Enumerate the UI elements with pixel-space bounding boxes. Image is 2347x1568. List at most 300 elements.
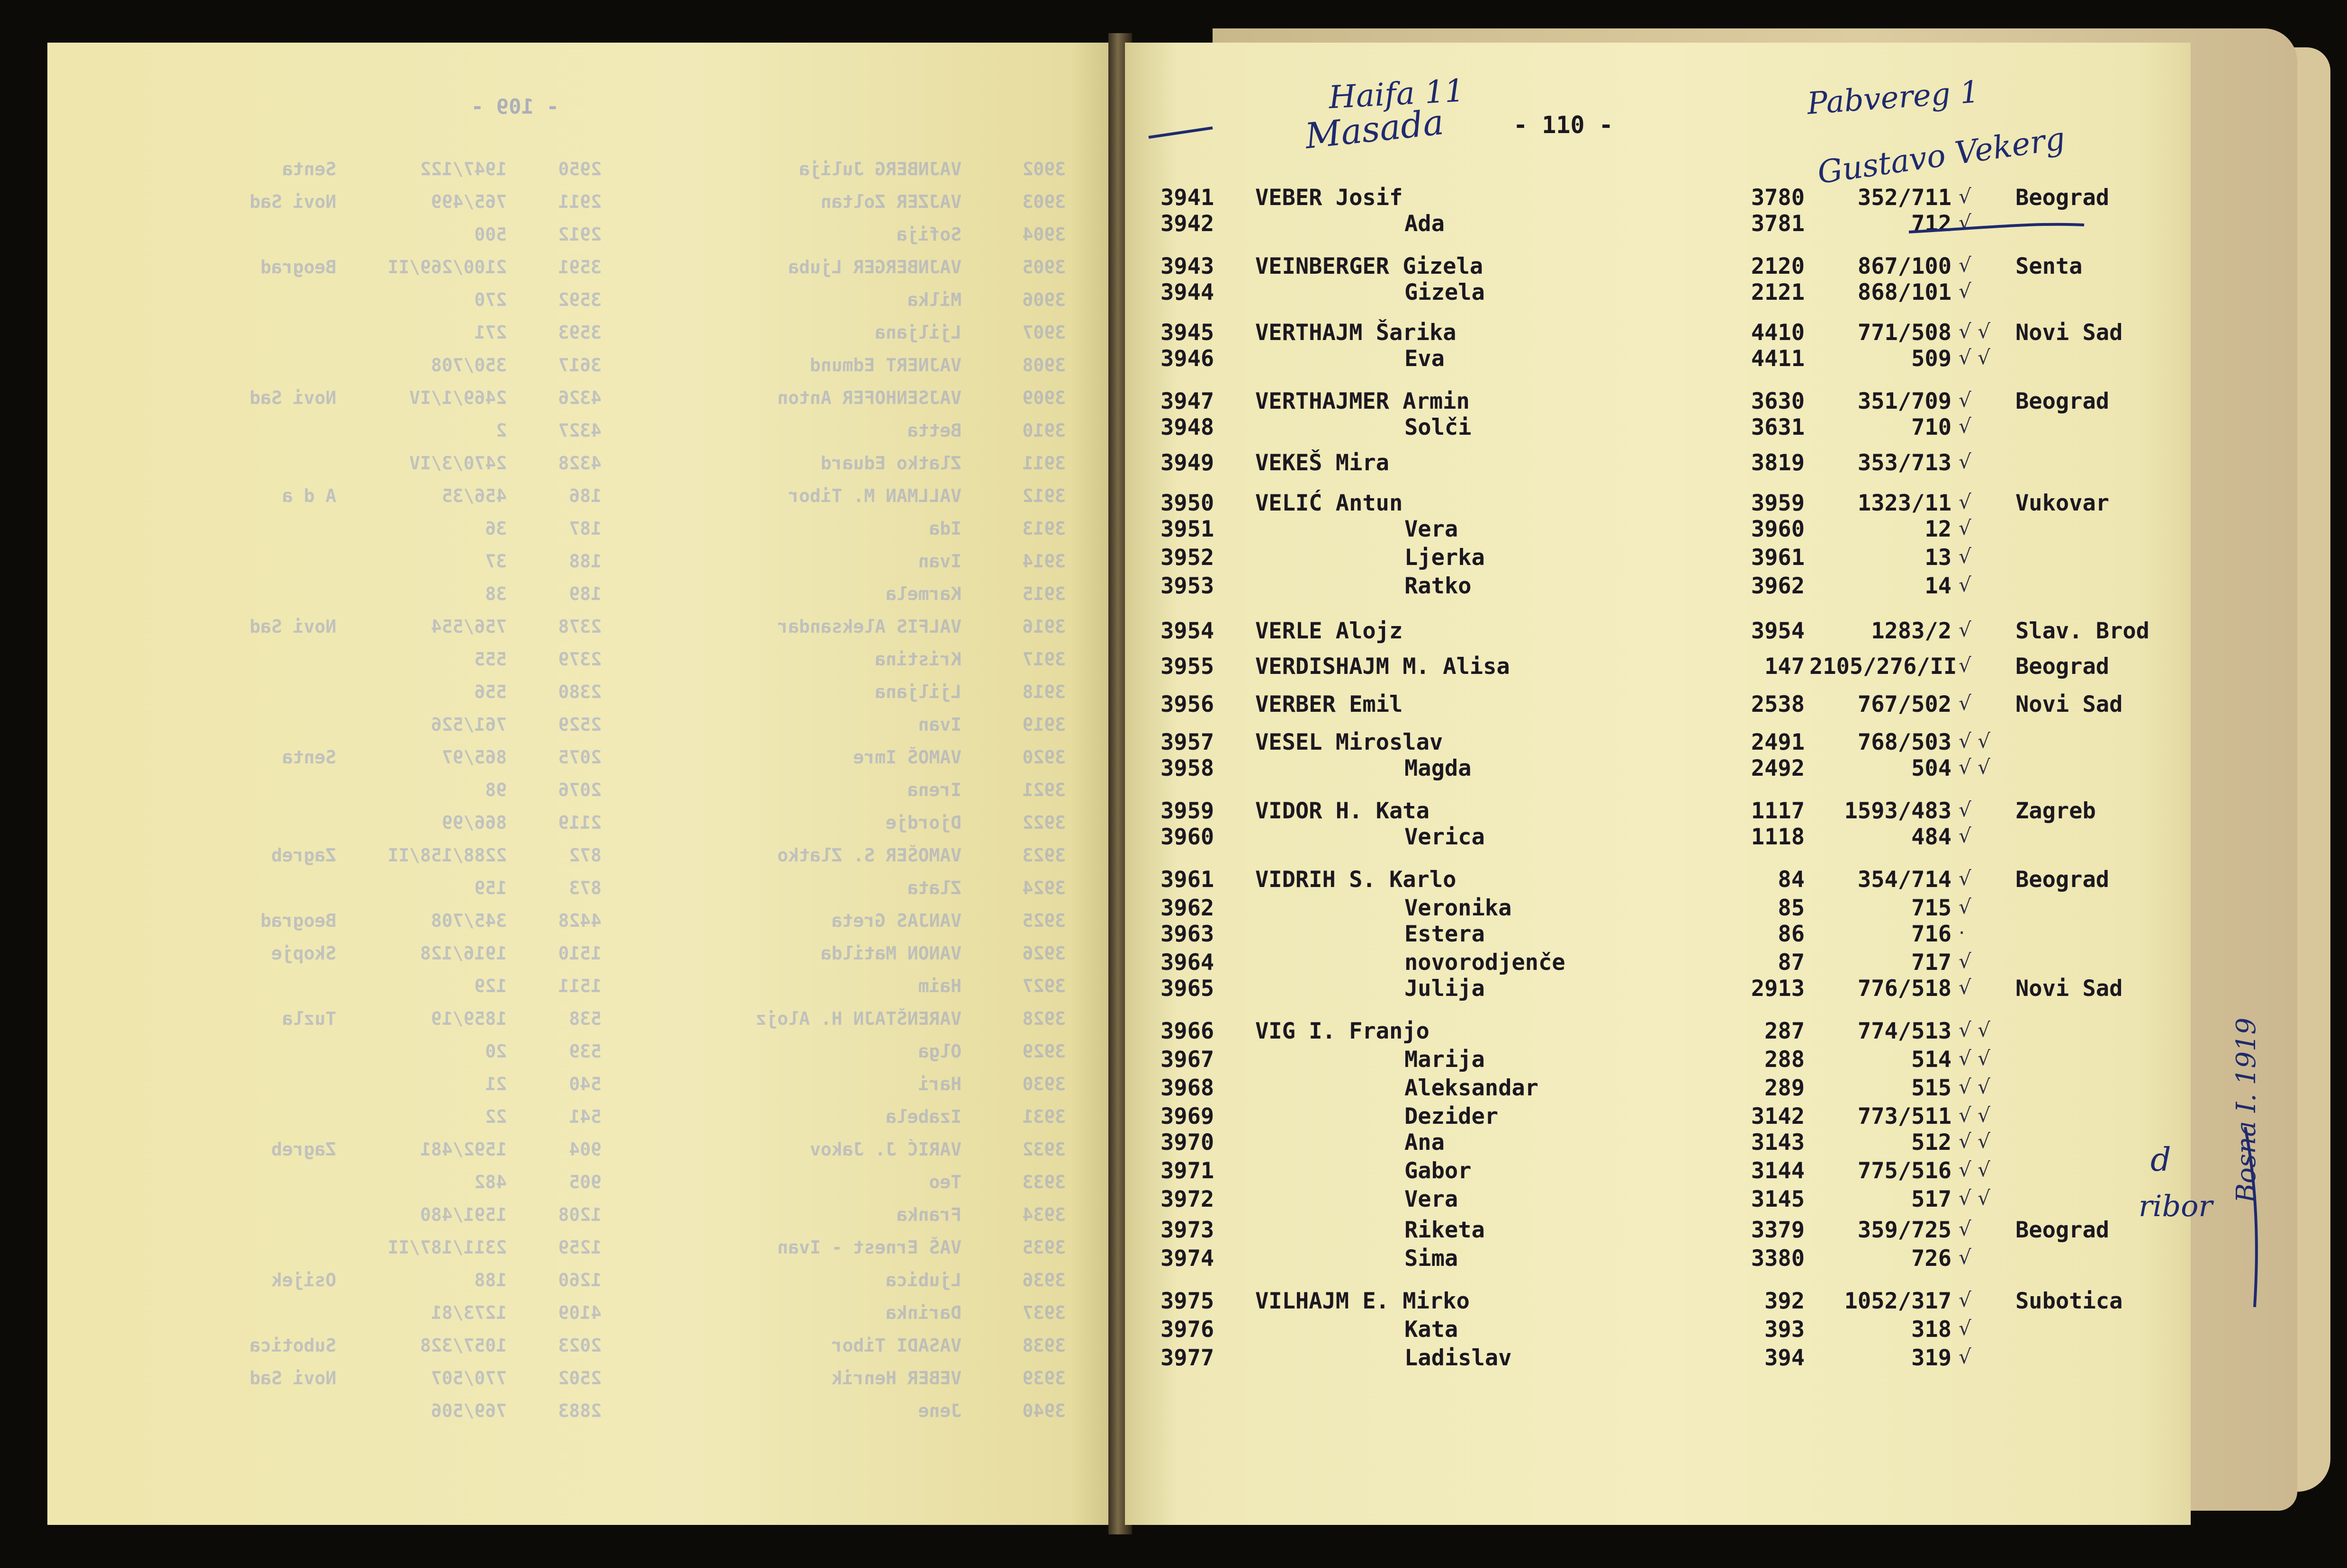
ghost-register: 3593 [558, 322, 602, 343]
check-mark: √ √ [1959, 346, 1990, 369]
ghost-row [47, 1204, 1113, 1233]
ghost-name: Zlata [907, 878, 962, 898]
entry-reference: 359/725 [1857, 1217, 1951, 1243]
handwritten-side-fragment-ribor: ribor [2139, 1189, 2213, 1223]
entry-first-name: Aleksandar [1404, 1075, 1538, 1101]
ghost-register: 539 [569, 1041, 602, 1062]
entry-number: 3954 [1160, 618, 1214, 644]
entry-number: 3963 [1160, 921, 1214, 947]
ghost-number: 3925 [1022, 910, 1066, 931]
entry-first-name: Julija [1404, 976, 1485, 1002]
entry-row [1125, 1129, 2191, 1158]
entry-register-number: 147 [1764, 654, 1805, 680]
ghost-register: 4327 [558, 420, 602, 441]
ghost-reference: 98 [485, 780, 507, 800]
entry-first-name: Ljerka [1404, 545, 1485, 571]
ghost-number: 3914 [1022, 551, 1066, 572]
ghost-number: 3916 [1022, 616, 1066, 637]
entry-first-name: Miroslav [1335, 729, 1443, 755]
ghost-name: VAJSENHOFER Anton [777, 387, 962, 408]
ghost-reference: 345/708 [431, 910, 507, 931]
ghost-name: VARIĆ J. Jakov [809, 1139, 962, 1160]
ghost-name: VAMOŠ Imre [853, 747, 962, 768]
entry-city: Vukovar [2015, 490, 2110, 516]
entry-row [1125, 450, 2191, 478]
entry-city: Slav. Brod [2015, 618, 2149, 644]
check-mark: √ √ [1959, 320, 1990, 343]
check-mark: √ [1959, 1317, 1971, 1340]
entry-first-name: Emil [1349, 691, 1403, 717]
entry-city: Beograd [2015, 185, 2110, 211]
ghost-reference: 770/507 [431, 1368, 507, 1389]
ghost-name: Ljubica [885, 1270, 962, 1290]
ghost-row [47, 681, 1113, 710]
entry-surname: VESEL [1255, 729, 1322, 755]
check-mark: √ [1959, 1217, 1971, 1240]
ghost-register: 872 [569, 845, 602, 866]
ghost-name: VAMOŠER S. Zlatko [777, 845, 962, 866]
entry-number: 3971 [1160, 1158, 1214, 1184]
entry-register-number: 2492 [1751, 755, 1805, 781]
ghost-city: Novi Sad [249, 1368, 336, 1389]
ghost-register: 3592 [558, 289, 602, 310]
entry-number: 3965 [1160, 976, 1214, 1002]
entry-register-number: 3630 [1751, 388, 1805, 414]
entry-reference: 715 [1911, 895, 1951, 921]
entry-city: Subotica [2015, 1288, 2123, 1314]
entry-city: Beograd [2015, 654, 2110, 680]
ghost-register: 541 [569, 1106, 602, 1127]
ghost-number: 3917 [1022, 649, 1066, 670]
ghost-row [47, 1400, 1113, 1429]
ghost-name: Olga [918, 1041, 962, 1062]
entry-register-number: 85 [1778, 895, 1805, 921]
check-mark: √ [1959, 654, 1971, 677]
ghost-number: 3924 [1022, 878, 1066, 898]
entry-reference: 512 [1911, 1129, 1951, 1156]
entry-register-number: 3962 [1751, 573, 1805, 599]
ghost-register: 186 [569, 485, 602, 506]
entry-row [1125, 1245, 2191, 1274]
ghost-name: Djordje [885, 812, 962, 833]
check-mark: √ √ [1959, 1075, 1990, 1098]
entry-reference: 868/101 [1857, 279, 1951, 305]
entry-reference: 318 [1911, 1317, 1951, 1343]
check-mark: √ [1959, 691, 1971, 715]
entry-register-number: 3380 [1751, 1245, 1805, 1272]
ghost-reference: 756/554 [431, 616, 507, 637]
check-mark: √ [1959, 185, 1971, 208]
ghost-reference: 769/506 [431, 1400, 507, 1421]
entry-first-name: Josif [1335, 185, 1403, 211]
ghost-city: Subotica [249, 1335, 336, 1356]
ghost-name: Ljiljana [874, 681, 962, 702]
ghost-reference: 38 [485, 583, 507, 604]
handwritten-side-note-bosna: Bosna I. 1919 [2231, 1017, 2262, 1203]
ghost-number: 3933 [1022, 1172, 1066, 1192]
ghost-row [47, 1270, 1113, 1298]
ghost-register: 905 [569, 1172, 602, 1192]
entry-reference: 509 [1911, 346, 1951, 372]
ghost-number: 3908 [1022, 355, 1066, 376]
ghost-row [47, 747, 1113, 775]
entry-number: 3959 [1160, 798, 1214, 824]
entry-city: Novi Sad [2015, 976, 2123, 1002]
entry-row [1125, 618, 2191, 646]
entry-first-name: Ratko [1404, 573, 1472, 599]
entry-number: 3961 [1160, 867, 1214, 893]
ghost-number: 3930 [1022, 1074, 1066, 1094]
ghost-number: 3910 [1022, 420, 1066, 441]
entry-first-name: Antun [1335, 490, 1403, 516]
ghost-reference: 482 [474, 1172, 507, 1192]
entry-register-number: 2120 [1751, 253, 1805, 279]
ghost-register: 4428 [558, 910, 602, 931]
ghost-name: Ivan [918, 551, 962, 572]
entry-register-number: 3961 [1751, 545, 1805, 571]
entry-register-number: 3379 [1751, 1217, 1805, 1243]
entry-reference: 484 [1911, 824, 1951, 850]
check-mark: √ √ [1959, 1047, 1990, 1070]
ghost-register: 3591 [558, 257, 602, 278]
ghost-number: 3922 [1022, 812, 1066, 833]
entry-reference: 775/516 [1857, 1158, 1951, 1184]
entry-number: 3944 [1160, 279, 1214, 305]
entry-register-number: 3780 [1751, 185, 1805, 211]
entry-reference: 771/508 [1857, 320, 1951, 346]
ghost-register: 2023 [558, 1335, 602, 1356]
ghost-reference: 500 [474, 224, 507, 245]
handwritten-side-fragment-d: d [2150, 1141, 2171, 1179]
entry-register-number: 3959 [1751, 490, 1805, 516]
entry-number: 3956 [1160, 691, 1214, 717]
entry-number: 3958 [1160, 755, 1214, 781]
ghost-reference: 188 [474, 1270, 507, 1290]
entry-reference: 710 [1911, 414, 1951, 440]
ghost-row [47, 845, 1113, 873]
show-through-mirror [47, 43, 1113, 1525]
ghost-name: VAJNERT Edmund [809, 355, 962, 376]
ghost-number: 3918 [1022, 681, 1066, 702]
entry-reference: 1323/11 [1857, 490, 1951, 516]
entry-number: 3970 [1160, 1129, 1214, 1156]
entry-row [1125, 1345, 2191, 1373]
entry-surname: VELIĆ [1255, 490, 1322, 516]
entry-first-name: Kata [1404, 1317, 1458, 1343]
entry-row [1125, 573, 2191, 601]
ghost-reference: 866/99 [441, 812, 507, 833]
ghost-name: VANJAS Greta [831, 910, 962, 931]
entry-register-number: 287 [1764, 1018, 1805, 1044]
ghost-number: 3929 [1022, 1041, 1066, 1062]
ghost-name: Hari [918, 1074, 962, 1094]
entry-first-name: Dezider [1404, 1103, 1499, 1129]
entry-first-name: S. Karlo [1349, 867, 1457, 893]
entry-register-number: 3143 [1751, 1129, 1805, 1156]
entry-surname: VEBER [1255, 185, 1322, 211]
ghost-register: 538 [569, 1008, 602, 1029]
ghost-row [47, 1074, 1113, 1102]
entry-reference: 517 [1911, 1186, 1951, 1212]
entry-number: 3972 [1160, 1186, 1214, 1212]
entry-row [1125, 1075, 2191, 1103]
entry-surname: VIDOR [1255, 798, 1322, 824]
entry-row [1125, 1047, 2191, 1075]
entry-register-number: 3781 [1751, 211, 1805, 237]
entry-row [1125, 755, 2191, 784]
ghost-name: VEBER Henrik [831, 1368, 962, 1389]
ghost-name: Karmela [885, 583, 962, 604]
entry-register-number: 393 [1764, 1317, 1805, 1343]
handwritten-note-name: Gustavo Vekerg [1815, 120, 2068, 191]
entry-surname: VEINBERGER [1255, 253, 1389, 279]
entry-row [1125, 490, 2191, 519]
left-page-number: - 109 - [471, 95, 559, 119]
ghost-row [47, 878, 1113, 906]
ghost-number: 3904 [1022, 224, 1066, 245]
ghost-register: 873 [569, 878, 602, 898]
entry-number: 3941 [1160, 185, 1214, 211]
ghost-register: 1259 [558, 1237, 602, 1258]
ghost-name: VARENŠTAJN H. Alojz [755, 1008, 962, 1029]
check-mark: √ [1959, 516, 1971, 539]
entry-row [1125, 824, 2191, 852]
entry-number: 3955 [1160, 654, 1214, 680]
ghost-reference: 20 [485, 1041, 507, 1062]
ghost-city: Zagreb [271, 1139, 336, 1160]
check-mark: √ [1959, 450, 1971, 473]
ghost-register: 1260 [558, 1270, 602, 1290]
entry-number: 3951 [1160, 516, 1214, 542]
entry-row [1125, 654, 2191, 682]
entry-row [1125, 1103, 2191, 1132]
ghost-number: 3931 [1022, 1106, 1066, 1127]
entry-city: Beograd [2015, 867, 2110, 893]
ghost-reference: 1591/480 [420, 1204, 507, 1225]
ghost-register: 4109 [558, 1302, 602, 1323]
ghost-name: Ljiljana [874, 322, 962, 343]
ghost-city: Novi Sad [249, 616, 336, 637]
ghost-row [47, 943, 1113, 971]
check-mark: √ [1959, 867, 1971, 890]
entry-first-name: Veronika [1404, 895, 1512, 921]
ghost-reference: 129 [474, 976, 507, 996]
entry-city: Beograd [2015, 388, 2110, 414]
entry-register-number: 3954 [1751, 618, 1805, 644]
ghost-reference: 22 [485, 1106, 507, 1127]
entry-row [1125, 388, 2191, 417]
ghost-name: Franka [896, 1204, 962, 1225]
check-mark: √ [1959, 253, 1971, 277]
ghost-reference: 21 [485, 1074, 507, 1094]
ghost-row [47, 551, 1113, 579]
check-mark: √ [1959, 545, 1971, 568]
ghost-row [47, 322, 1113, 350]
ghost-reference: 1859/19 [431, 1008, 507, 1029]
entry-reference: 514 [1911, 1047, 1951, 1073]
ghost-name: Teo [929, 1172, 962, 1192]
ghost-number: 3909 [1022, 387, 1066, 408]
ghost-number: 3912 [1022, 485, 1066, 506]
entry-first-name: Gizela [1404, 279, 1485, 305]
ghost-row [47, 1172, 1113, 1200]
check-mark: √ [1959, 950, 1971, 973]
ghost-reference: 159 [474, 878, 507, 898]
entry-number: 3946 [1160, 346, 1214, 372]
ghost-row [47, 1008, 1113, 1037]
entry-number: 3948 [1160, 414, 1214, 440]
entry-reference: 353/713 [1857, 450, 1951, 476]
ghost-row [47, 780, 1113, 808]
entry-number: 3967 [1160, 1047, 1214, 1073]
right-page [1125, 43, 2213, 1525]
ghost-number: 3903 [1022, 191, 1066, 212]
entry-reference: 1283/2 [1871, 618, 1951, 644]
entry-first-name: Ada [1404, 211, 1445, 237]
ghost-name: Betta [907, 420, 962, 441]
entry-first-name: Mira [1335, 450, 1389, 476]
entry-first-name: Ana [1404, 1129, 1445, 1156]
entry-row [1125, 1288, 2191, 1317]
entry-register-number: 3142 [1751, 1103, 1805, 1129]
entry-row [1125, 545, 2191, 573]
entry-number: 3953 [1160, 573, 1214, 599]
check-mark: √ [1959, 895, 1971, 918]
entry-register-number: 288 [1764, 1047, 1805, 1073]
entry-row [1125, 1186, 2191, 1215]
ghost-register: 187 [569, 518, 602, 539]
ghost-row [47, 910, 1113, 939]
entry-first-name: Gabor [1404, 1158, 1472, 1184]
ghost-register: 2076 [558, 780, 602, 800]
entry-register-number: 1118 [1751, 824, 1805, 850]
ghost-name: Izabela [885, 1106, 962, 1127]
entry-first-name: Vera [1404, 1186, 1458, 1212]
ghost-reference: 456/35 [441, 485, 507, 506]
entry-number: 3957 [1160, 729, 1214, 755]
ghost-register: 188 [569, 551, 602, 572]
entry-register-number: 86 [1778, 921, 1805, 947]
entry-number: 3968 [1160, 1075, 1214, 1101]
ghost-row [47, 289, 1113, 318]
entry-register-number: 394 [1764, 1345, 1805, 1371]
entry-register-number: 1117 [1751, 798, 1805, 824]
ghost-register: 3617 [558, 355, 602, 376]
ghost-city: Skopje [271, 943, 336, 964]
check-mark: √ [1959, 824, 1971, 847]
entry-reference: 774/513 [1857, 1018, 1951, 1044]
ghost-city: Osijek [271, 1270, 336, 1290]
ghost-name: VASADI Tibor [831, 1335, 962, 1356]
entry-number: 3964 [1160, 950, 1214, 976]
ghost-reference: 1916/128 [420, 943, 507, 964]
entry-surname: VIG [1255, 1018, 1295, 1044]
entry-register-number: 4411 [1751, 346, 1805, 372]
entry-row [1125, 516, 2191, 545]
right-page-number: - 110 - [1513, 111, 1613, 139]
entry-first-name: Armin [1403, 388, 1470, 414]
check-mark: √ [1959, 618, 1971, 641]
entry-register-number: 392 [1764, 1288, 1805, 1314]
ghost-register: 1510 [558, 943, 602, 964]
entry-surname: VERTHAJMER [1255, 388, 1389, 414]
ghost-number: 3939 [1022, 1368, 1066, 1389]
entry-surname: VERDISHAJM [1255, 654, 1389, 680]
check-mark: √ √ [1959, 755, 1990, 779]
ghost-number: 3902 [1022, 159, 1066, 179]
ghost-reference: 1273/81 [431, 1302, 507, 1323]
ghost-number: 3907 [1022, 322, 1066, 343]
handwritten-note-address: Pabvereg 1 [1806, 74, 1980, 122]
check-mark: √ [1959, 211, 1971, 234]
check-mark: √ [1959, 279, 1971, 303]
entry-reference: 726 [1911, 1245, 1951, 1272]
ghost-reference: 2100/269/II [387, 257, 507, 278]
ghost-row [47, 420, 1113, 448]
entry-reference: 1593/483 [1844, 798, 1951, 824]
ghost-reference: 2469/1/IV [409, 387, 507, 408]
entry-row [1125, 798, 2191, 826]
ghost-row [47, 1139, 1113, 1167]
check-mark: √ √ [1959, 1186, 1990, 1210]
check-mark: √ [1959, 414, 1971, 438]
entry-register-number: 84 [1778, 867, 1805, 893]
entry-row [1125, 867, 2191, 895]
entry-number: 3949 [1160, 450, 1214, 476]
entry-row [1125, 1018, 2191, 1047]
entry-row [1125, 1317, 2191, 1345]
entry-register-number: 3819 [1751, 450, 1805, 476]
entry-number: 3976 [1160, 1317, 1214, 1343]
ghost-name: Darinka [885, 1302, 962, 1323]
ghost-reference: 271 [474, 322, 507, 343]
entry-first-name: H. Kata [1335, 798, 1430, 824]
ghost-city: Senta [282, 159, 336, 179]
ghost-row [47, 616, 1113, 645]
entry-row [1125, 1158, 2191, 1186]
entry-number: 3950 [1160, 490, 1214, 516]
ghost-register: 2529 [558, 714, 602, 735]
entry-surname: VERBER [1255, 691, 1336, 717]
entry-city: Zagreb [2015, 798, 2096, 824]
ghost-number: 3921 [1022, 780, 1066, 800]
ghost-register: 4326 [558, 387, 602, 408]
entry-row [1125, 279, 2191, 308]
ghost-number: 3926 [1022, 943, 1066, 964]
entry-reference: 504 [1911, 755, 1951, 781]
entry-row [1125, 895, 2191, 923]
ghost-number: 3932 [1022, 1139, 1066, 1160]
entry-city: Beograd [2015, 1217, 2110, 1243]
ghost-register: 2911 [558, 191, 602, 212]
entry-register-number: 3145 [1751, 1186, 1805, 1212]
ghost-row [47, 1335, 1113, 1363]
entry-city: Senta [2015, 253, 2083, 279]
entry-first-name: Estera [1404, 921, 1485, 947]
ghost-row [47, 518, 1113, 547]
entry-reference: 351/709 [1857, 388, 1951, 414]
check-mark: √ √ [1959, 1018, 1990, 1041]
ghost-number: 3936 [1022, 1270, 1066, 1290]
ghost-register: 1511 [558, 976, 602, 996]
entry-reference: 515 [1911, 1075, 1951, 1101]
ghost-reference: 37 [485, 551, 507, 572]
ghost-reference: 555 [474, 649, 507, 670]
ghost-row [47, 485, 1113, 514]
ghost-number: 3940 [1022, 1400, 1066, 1421]
entry-reference: 776/518 [1857, 976, 1951, 1002]
ghost-city: Novi Sad [249, 191, 336, 212]
